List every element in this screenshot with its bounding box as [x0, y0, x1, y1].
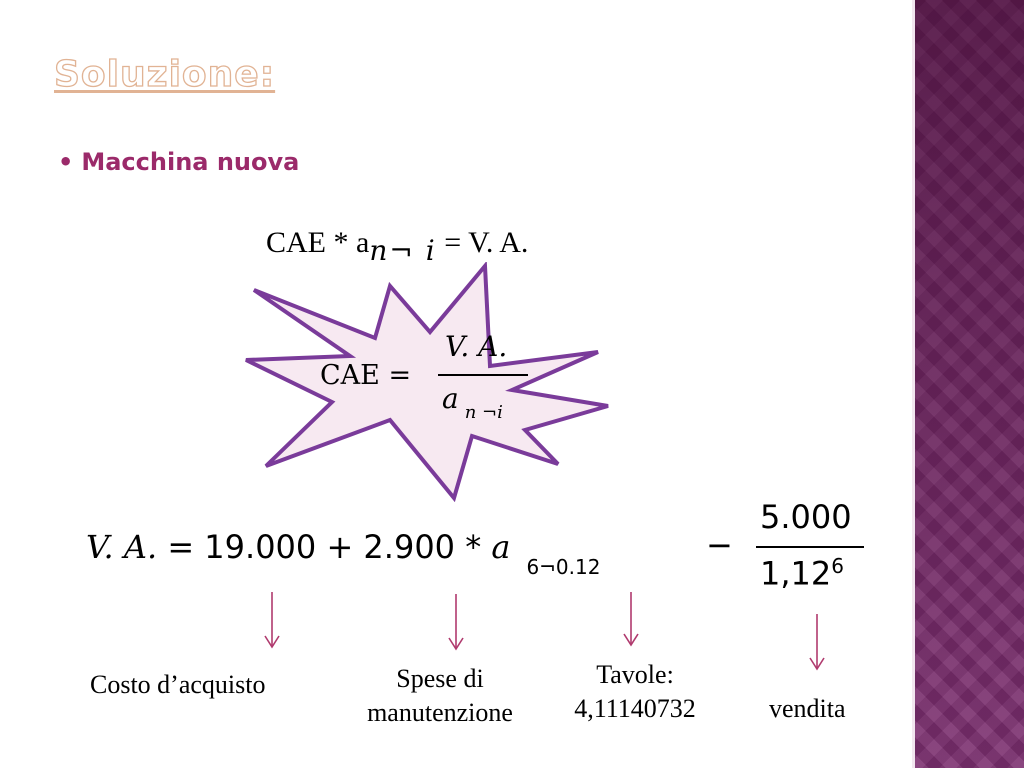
- bullet-dot-icon: •: [58, 148, 74, 176]
- label-vendita: vendita: [769, 694, 846, 723]
- bullet-item: [58, 148, 299, 176]
- cae-equation-subscript: n¬ i: [369, 234, 437, 267]
- label-tavole-line2: 4,11140732: [574, 694, 696, 723]
- plus-sign: +: [326, 528, 354, 566]
- arrow-down-icon: [621, 592, 641, 648]
- arrow-down-icon: [446, 594, 466, 652]
- denominator-exponent: 6: [831, 554, 844, 578]
- label-costo-acquisto: Costo d’acquisto: [90, 670, 266, 699]
- times-sign: *: [465, 528, 482, 566]
- denominator-symbol: a: [442, 382, 459, 415]
- minus-sign: −: [706, 526, 733, 564]
- fraction-bar: [438, 374, 528, 376]
- va-symbol: V. A.: [86, 528, 158, 566]
- annuity-subscript: 6¬0.12: [526, 555, 601, 579]
- label-spese-line1: Spese di: [396, 664, 484, 693]
- starburst-shape: [240, 262, 620, 502]
- maintenance-value: 2.900: [363, 528, 456, 566]
- cae-equation-lhs: CAE * a: [266, 226, 370, 259]
- denominator-subscript: n ¬i: [464, 402, 503, 423]
- sale-fraction-numerator: 5.000: [760, 498, 852, 536]
- cae-equation-rhs: = V. A.: [444, 226, 529, 259]
- label-spese-line2: manutenzione: [367, 698, 513, 727]
- slide-title: Soluzione:: [54, 54, 276, 95]
- arrow-down-icon: [807, 614, 827, 672]
- purchase-cost-value: 19.000: [204, 528, 317, 566]
- bullet-text: Macchina nuova: [81, 148, 300, 176]
- cae-equation: [266, 226, 529, 267]
- cae-formula-lhs: CAE =: [320, 360, 412, 391]
- side-band-edge: [912, 0, 915, 768]
- decorative-side-band: [912, 0, 1024, 768]
- cae-formula-numerator: V. A.: [445, 330, 508, 363]
- label-tavole-line1: Tavole:: [596, 660, 674, 689]
- label-spese-manutenzione: [345, 662, 535, 730]
- denominator-base: 1,12: [760, 554, 832, 593]
- annuity-symbol: a: [491, 528, 511, 566]
- equals-sign: =: [167, 528, 195, 566]
- cae-formula-denominator: [442, 382, 503, 423]
- label-tavole: [550, 658, 720, 726]
- sale-fraction-denominator: [760, 554, 844, 593]
- arrow-down-icon: [262, 592, 282, 650]
- sale-fraction-bar: [756, 546, 864, 548]
